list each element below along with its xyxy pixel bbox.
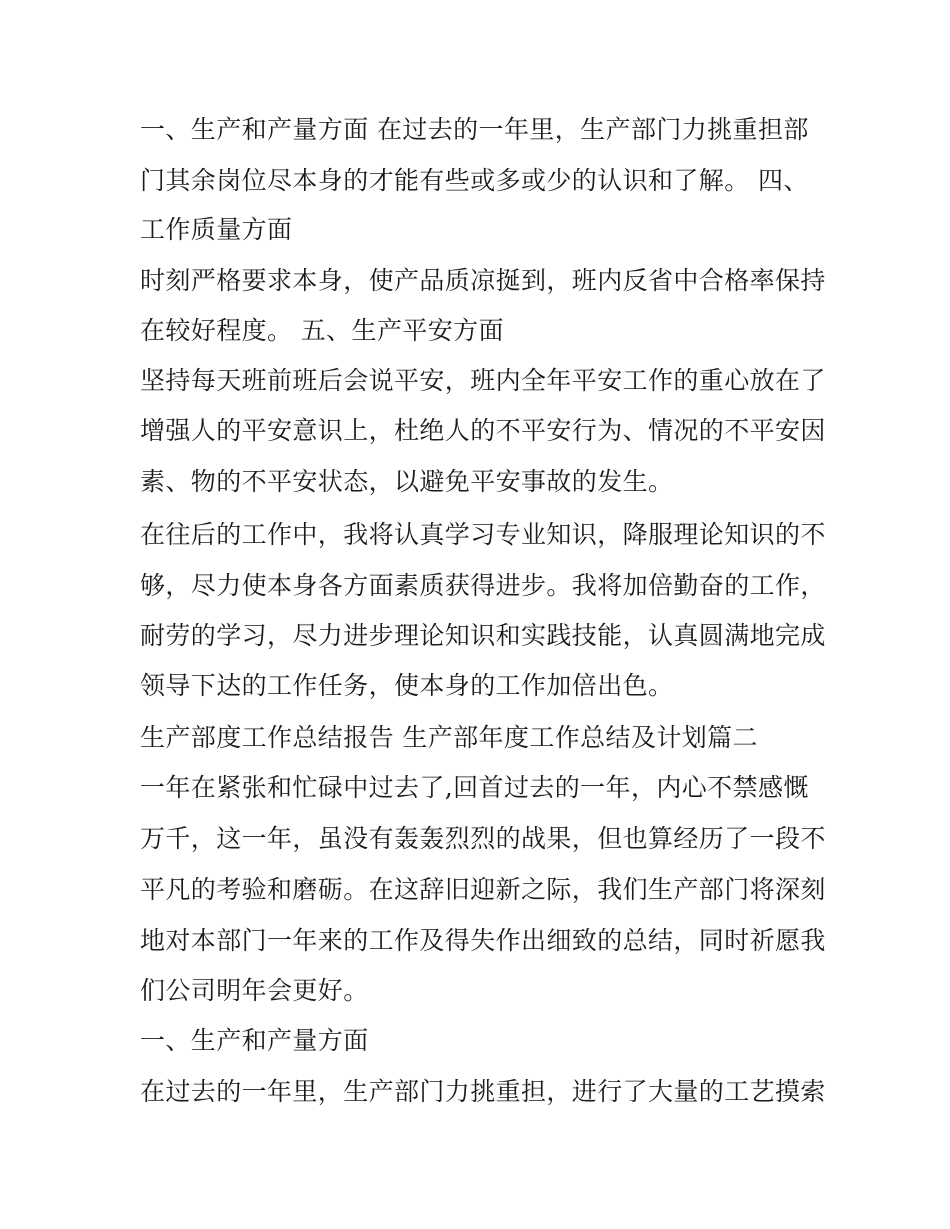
text-line: 增强人的平安意识上，杜绝人的不平安行为、情况的不平安因 <box>140 416 826 445</box>
text-line: 在较好程度。 五、生产平安方面 <box>140 316 504 345</box>
text-line: 一、生产和产量方面 在过去的一年里，生产部门力挑重担部 <box>140 115 809 144</box>
text-line: 在往后的工作中，我将认真学习专业知识，降服理论知识的不 <box>140 520 826 549</box>
text-line: 一年在紧张和忙碌中过去了,回首过去的一年，内心不禁感慨 <box>140 773 809 802</box>
text-line: 领导下达的工作任务，使本身的工作加倍出色。 <box>140 671 674 700</box>
text-line: 生产部度工作总结报告 生产部年度工作总结及计划篇二 <box>140 723 758 752</box>
text-line: 们公司明年会更好。 <box>140 976 369 1005</box>
text-line: 坚持每天班前班后会说平安，班内全年平安工作的重心放在了 <box>140 366 826 395</box>
text-line: 平凡的考验和磨砺。在这辞旧迎新之际，我们生产部门将深刻 <box>140 875 826 904</box>
text-line: 素、物的不平安状态，以避免平安事故的发生。 <box>140 467 674 496</box>
text-line: 工作质量方面 <box>140 215 293 244</box>
text-line: 时刻严格要求本身，使产品质凉挻到，班内反省中合格率保持 <box>140 266 826 295</box>
text-line: 地对本部门一年来的工作及得失作出细致的总结，同时祈愿我 <box>140 926 826 955</box>
text-line: 一、生产和产量方面 <box>140 1026 369 1055</box>
text-line: 耐劳的学习，尽力进步理论知识和实践技能，认真圆满地完成 <box>140 621 826 650</box>
text-line: 门其余岗位尽本身的才能有些或多或少的认识和了解。 四、 <box>140 166 809 195</box>
text-line: 够，尽力使本身各方面素质获得进步。我将加倍勤奋的工作， <box>140 571 826 600</box>
text-line: 在过去的一年里，生产部门力挑重担，进行了大量的工艺摸索 <box>140 1077 826 1106</box>
text-line: 万千，这一年，虽没有轰轰烈烈的战果，但也算经历了一段不 <box>140 824 826 853</box>
